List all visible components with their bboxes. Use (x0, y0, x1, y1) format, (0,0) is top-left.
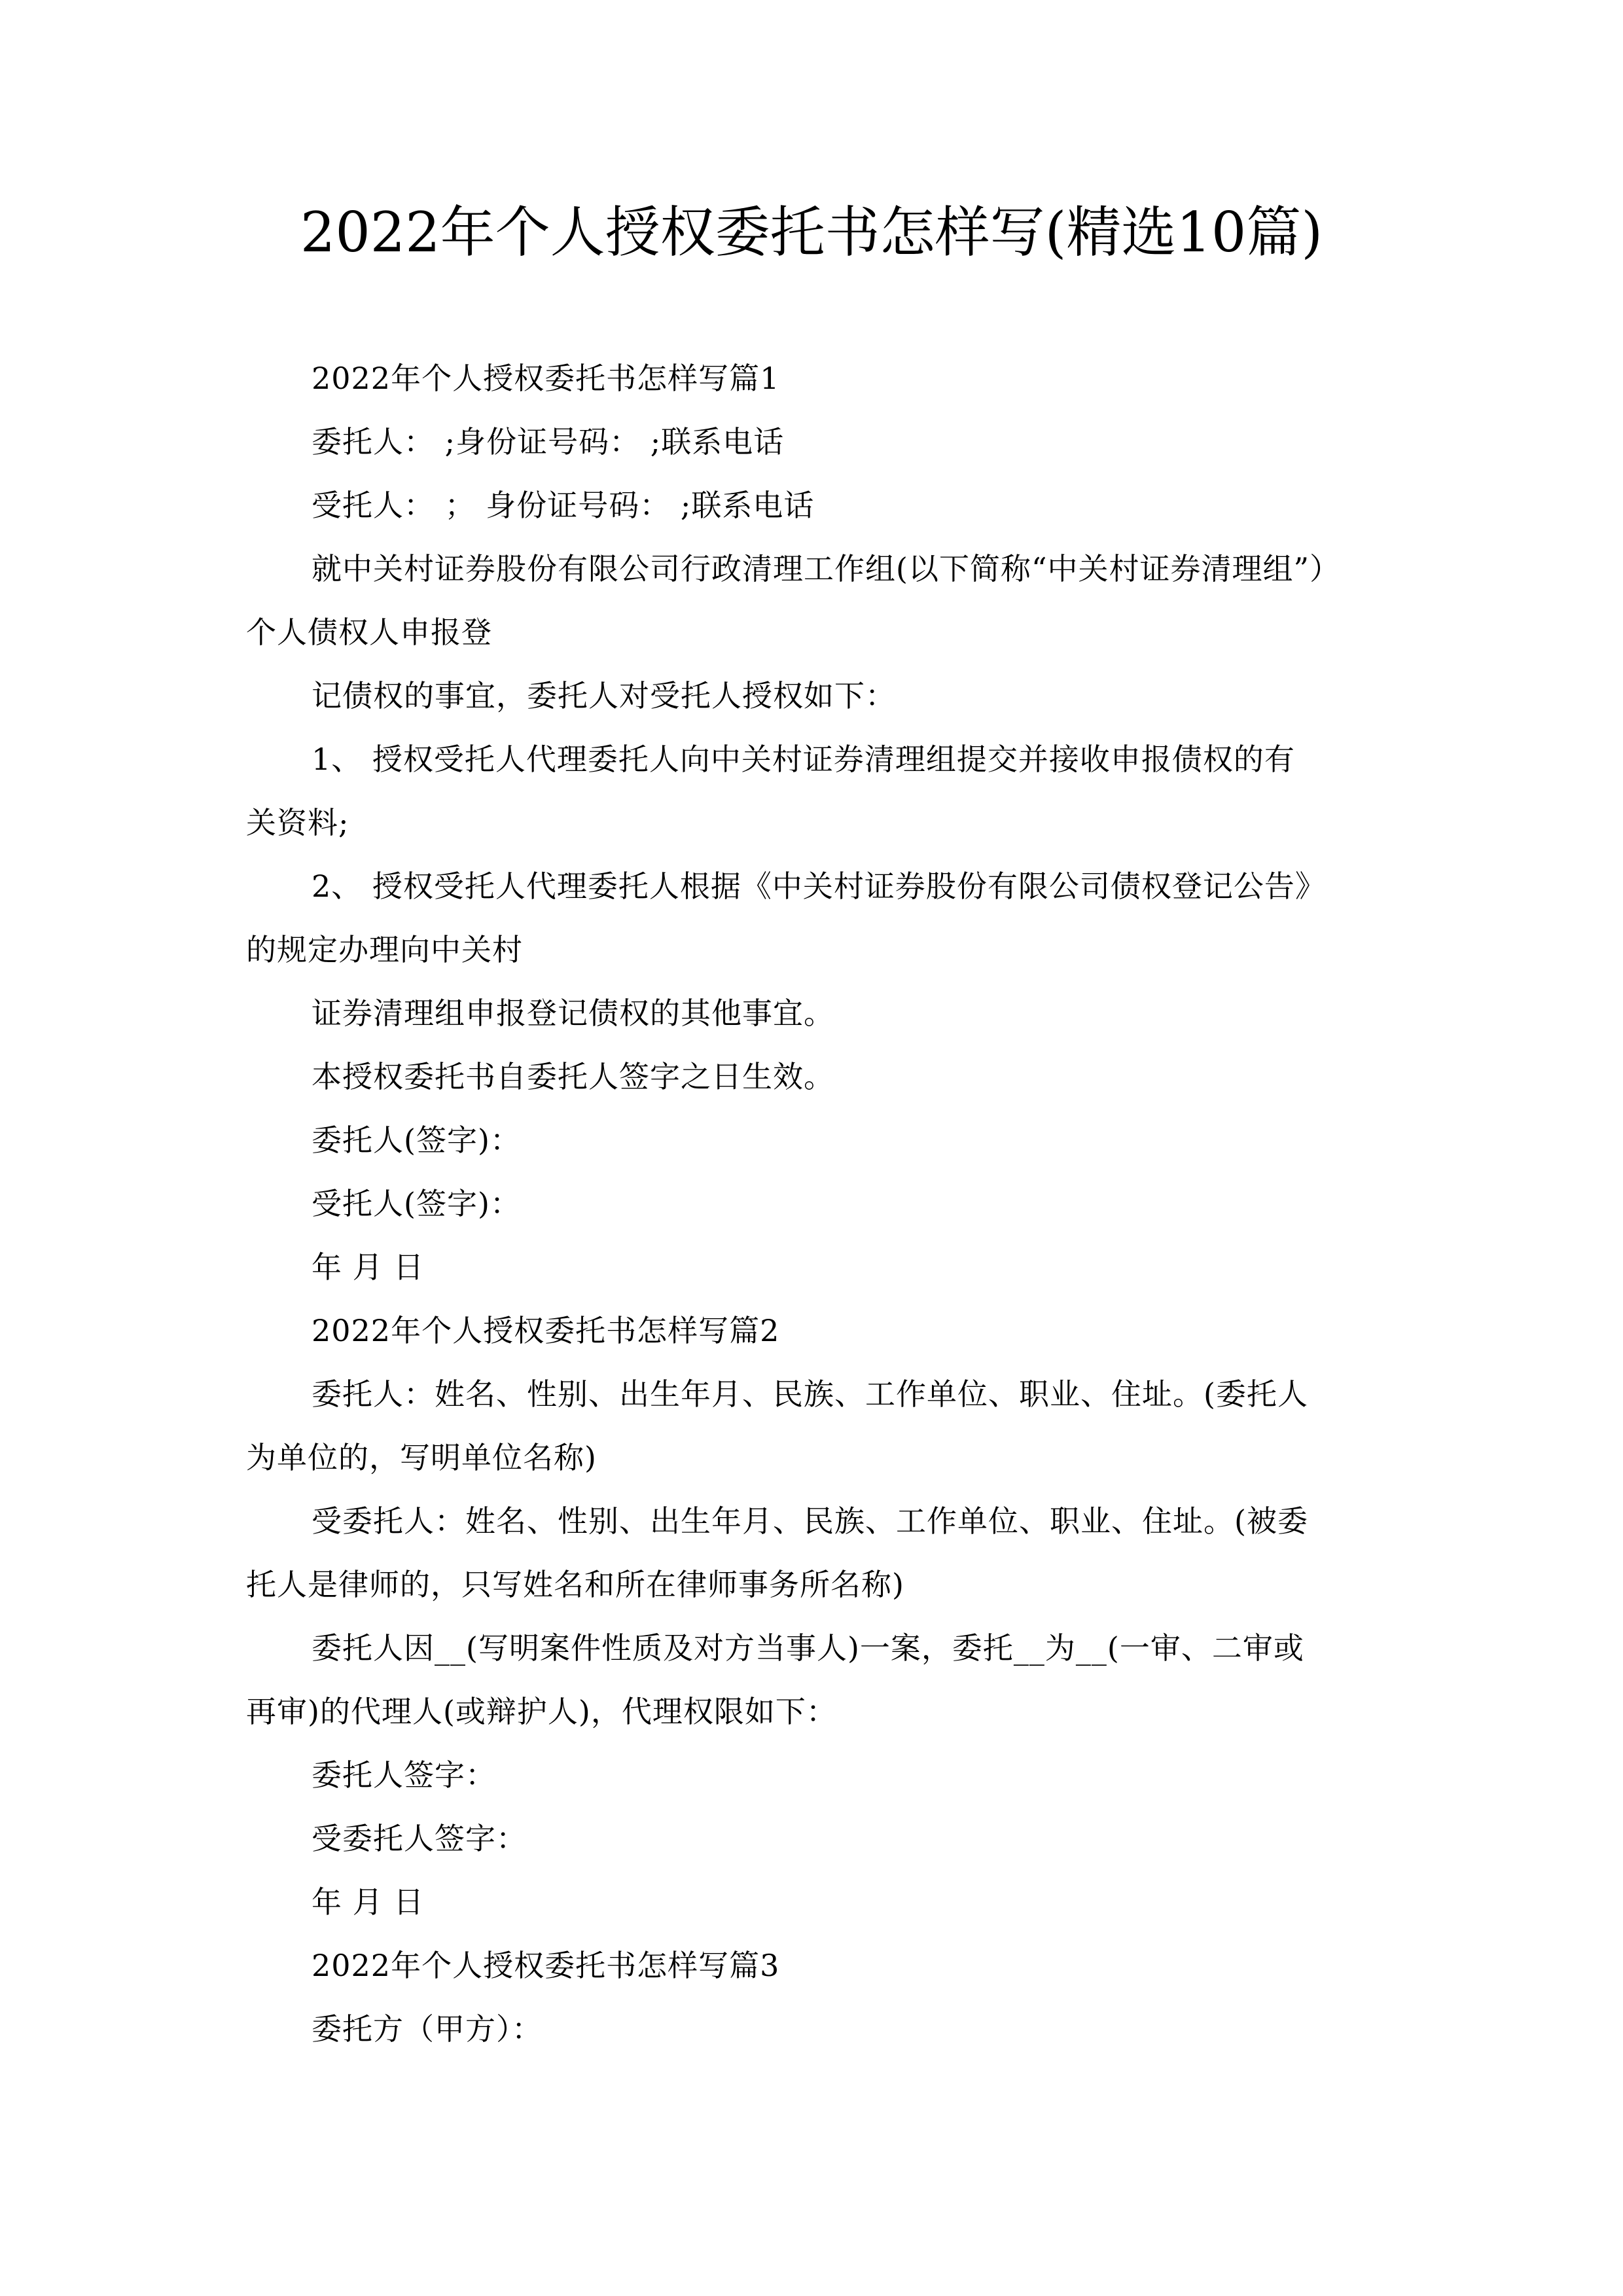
section-heading-2: 2022年个人授权委托书怎样写篇2 (312, 1313, 780, 1348)
paragraph-line: 记债权的事宜，委托人对受托人授权如下： (312, 678, 896, 713)
agent-info-line: 受托人： ； 身份证号码： ;联系电话 (312, 488, 815, 523)
effective-clause: 本授权委托书自委托人签字之日生效。 (312, 1059, 834, 1094)
authorization-item-1: 1、 授权受托人代理委托人向中关村证券清理组提交并接收申报债权的有 (312, 742, 1295, 777)
paragraph-line: 证券清理组申报登记债权的其他事宜。 (312, 996, 834, 1031)
party-a-line: 委托方（甲方）： (312, 2011, 543, 2047)
principal-signature-line: 委托人签字： (312, 1757, 496, 1793)
case-clause-line: 委托人因__(写明案件性质及对方当事人)一案，委托__为__(一审、二审或 (312, 1630, 1304, 1666)
agent-signature-line: 受委托人签字： (312, 1821, 527, 1856)
paragraph-line: 个人债权人申报登 (246, 615, 492, 650)
section-heading-3: 2022年个人授权委托书怎样写篇3 (312, 1948, 780, 1983)
principal-signature-line: 委托人(签字)： (312, 1122, 521, 1158)
principal-details-line: 委托人：姓名、性别、出生年月、民族、工作单位、职业、住址。(委托人 (312, 1376, 1308, 1412)
authorization-item-2-cont: 的规定办理向中关村 (246, 932, 523, 967)
agent-details-line: 受委托人：姓名、性别、出生年月、民族、工作单位、职业、住址。(被委 (312, 1503, 1308, 1539)
document-title: 2022年个人授权委托书怎样写(精选10篇) (300, 200, 1323, 264)
date-line: 年 月 日 (312, 1249, 425, 1285)
date-line: 年 月 日 (312, 1884, 425, 1920)
principal-info-line: 委托人： ;身份证号码： ;联系电话 (312, 424, 785, 459)
authorization-item-1-cont: 关资料; (246, 805, 349, 840)
agent-details-cont: 托人是律师的，只写姓名和所在律师事务所名称) (246, 1567, 904, 1602)
paragraph-line: 就中关村证券股份有限公司行政清理工作组(以下简称“中关村证券清理组”） (312, 551, 1340, 586)
section-heading-1: 2022年个人授权委托书怎样写篇1 (312, 361, 780, 396)
principal-details-cont: 为单位的，写明单位名称) (246, 1440, 597, 1475)
agent-signature-line: 受托人(签字)： (312, 1186, 521, 1221)
authorization-item-2: 2、 授权受托人代理委托人根据《中关村证券股份有限公司债权登记公告》 (312, 869, 1326, 904)
case-clause-cont: 再审)的代理人(或辩护人)，代理权限如下： (246, 1694, 837, 1729)
